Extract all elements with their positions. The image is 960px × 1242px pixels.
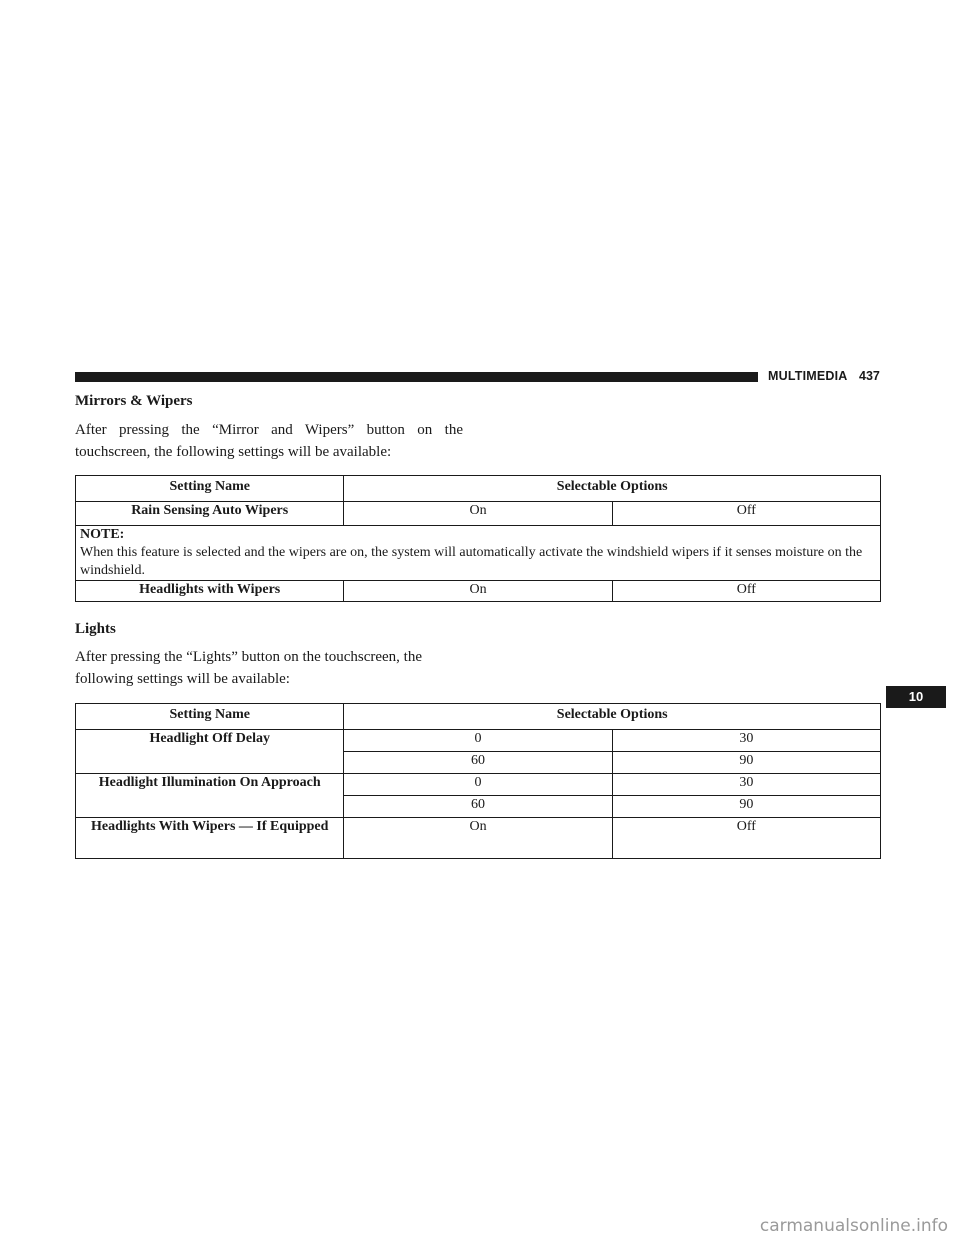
- option-value: On: [344, 581, 612, 602]
- table-header-row: [76, 704, 881, 730]
- col-selectable-options: Selectable Options: [344, 704, 881, 730]
- col-setting-name: Setting Name: [76, 704, 344, 730]
- option-value: On: [344, 818, 612, 859]
- option-value: Off: [612, 502, 880, 526]
- option-value: 30: [612, 730, 880, 752]
- mirrors-wipers-table: [75, 475, 881, 602]
- lights-heading: Lights: [75, 621, 116, 637]
- table-header-row: [76, 476, 881, 502]
- table-row: [76, 730, 881, 752]
- note-text: When this feature is selected and the wipers are on, the system will automatically activate the windshield wipers if it senses moisture on the windshield.: [80, 545, 863, 578]
- option-value: 60: [344, 796, 612, 818]
- chapter-tab: 10: [886, 686, 946, 708]
- header-rule: [75, 372, 758, 382]
- col-setting-name: Setting Name: [76, 476, 344, 502]
- option-value: 60: [344, 752, 612, 774]
- setting-name: Headlight Illumination On Approach: [76, 774, 344, 818]
- note-label: NOTE:: [80, 527, 125, 542]
- page-number: 437: [859, 369, 880, 383]
- option-value: 0: [344, 730, 612, 752]
- lights-table: [75, 703, 881, 859]
- option-value: Off: [612, 818, 880, 859]
- setting-name: Rain Sensing Auto Wipers: [76, 502, 344, 526]
- col-selectable-options: Selectable Options: [344, 476, 881, 502]
- section-title: MULTIMEDIA: [768, 369, 848, 383]
- table-row: [76, 818, 881, 859]
- option-value: 0: [344, 774, 612, 796]
- mirrors-wipers-intro: After pressing the “Mirror and Wipers” button on the touchscreen, the following settings will be available:: [75, 422, 463, 460]
- note-row: [76, 526, 881, 581]
- setting-name: Headlight Off Delay: [76, 730, 344, 774]
- option-value: 90: [612, 752, 880, 774]
- table-row: [76, 774, 881, 796]
- option-value: Off: [612, 581, 880, 602]
- table-row: [76, 502, 881, 526]
- mirrors-wipers-heading: Mirrors & Wipers: [75, 393, 193, 409]
- option-value: 30: [612, 774, 880, 796]
- watermark: carmanualsonline.info: [759, 1216, 948, 1236]
- lights-intro: After pressing the “Lights” button on the touchscreen, the following settings will be available:: [75, 649, 422, 687]
- option-value: On: [344, 502, 612, 526]
- setting-name: Headlights With Wipers — If Equipped: [76, 818, 344, 859]
- note-cell: [76, 526, 881, 581]
- setting-name: Headlights with Wipers: [76, 581, 344, 602]
- table-row: [76, 581, 881, 602]
- option-value: 90: [612, 796, 880, 818]
